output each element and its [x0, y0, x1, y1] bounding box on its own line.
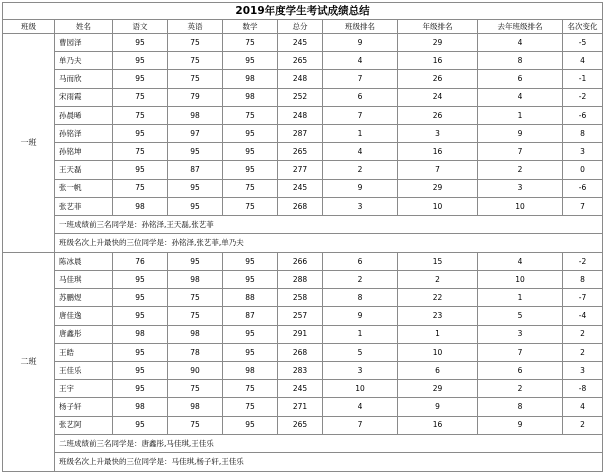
score-cell[interactable]: 75	[168, 34, 223, 52]
score-cell[interactable]: 26	[398, 70, 478, 88]
header-cell[interactable]: 数学	[223, 20, 278, 34]
score-cell[interactable]: 2	[398, 271, 478, 289]
score-cell[interactable]: 3	[323, 197, 398, 215]
score-cell[interactable]: 2	[323, 161, 398, 179]
table-row	[3, 380, 603, 398]
score-cell[interactable]: 8	[478, 52, 563, 70]
score-cell[interactable]: 4	[478, 252, 563, 270]
header-cell[interactable]: 总分	[278, 20, 323, 34]
score-cell[interactable]: 2	[563, 416, 603, 434]
score-cell[interactable]: 29	[398, 380, 478, 398]
score-cell[interactable]: 2	[563, 343, 603, 361]
score-cell[interactable]: 268	[278, 197, 323, 215]
student-name-cell[interactable]: 苏鹏煜	[55, 289, 113, 307]
score-cell[interactable]: -2	[563, 252, 603, 270]
score-cell[interactable]: 9	[323, 179, 398, 197]
student-name-cell[interactable]: 王天磊	[55, 161, 113, 179]
score-cell[interactable]: -5	[563, 34, 603, 52]
student-name-cell[interactable]: 王宇	[55, 380, 113, 398]
table-row	[3, 398, 603, 416]
score-cell[interactable]: 98	[223, 70, 278, 88]
table-row	[3, 197, 603, 215]
score-cell[interactable]: 95	[113, 289, 168, 307]
table-row	[3, 70, 603, 88]
score-cell[interactable]: 3	[323, 362, 398, 380]
student-name-cell[interactable]: 杨子轩	[55, 398, 113, 416]
score-cell[interactable]: 95	[168, 143, 223, 161]
score-cell[interactable]: -1	[563, 70, 603, 88]
student-name-cell[interactable]: 唐鑫彤	[55, 325, 113, 343]
score-cell[interactable]: 3	[478, 325, 563, 343]
student-name-cell[interactable]: 张艺阿	[55, 416, 113, 434]
score-cell[interactable]: 6	[478, 70, 563, 88]
table-row	[3, 34, 603, 52]
score-cell[interactable]: 4	[323, 398, 398, 416]
summary-text[interactable]: 一班成绩前三名同学是：孙铭泽,王天磊,张艺菲	[55, 215, 603, 234]
score-cell[interactable]: 4	[478, 34, 563, 52]
score-cell[interactable]: 5	[323, 343, 398, 361]
score-cell[interactable]: 95	[223, 271, 278, 289]
score-cell[interactable]: 16	[398, 416, 478, 434]
summary-row	[3, 453, 603, 472]
score-cell[interactable]: 98	[168, 398, 223, 416]
header-cell[interactable]: 语文	[113, 20, 168, 34]
table-row	[3, 88, 603, 106]
score-cell[interactable]: 79	[168, 88, 223, 106]
score-cell[interactable]: 245	[278, 179, 323, 197]
student-name-cell[interactable]: 孙铭坤	[55, 143, 113, 161]
score-cell[interactable]: 98	[113, 197, 168, 215]
score-cell[interactable]: -6	[563, 106, 603, 124]
score-cell[interactable]: 258	[278, 289, 323, 307]
score-cell[interactable]: 265	[278, 143, 323, 161]
score-cell[interactable]: -7	[563, 289, 603, 307]
score-cell[interactable]: 22	[398, 289, 478, 307]
score-cell[interactable]: 75	[223, 398, 278, 416]
table-row	[3, 271, 603, 289]
score-cell[interactable]: 3	[563, 143, 603, 161]
score-cell[interactable]: 252	[278, 88, 323, 106]
score-cell[interactable]: 1	[478, 289, 563, 307]
score-cell[interactable]: 26	[398, 106, 478, 124]
score-cell[interactable]: 75	[113, 143, 168, 161]
score-cell[interactable]: 95	[168, 197, 223, 215]
score-cell[interactable]: 95	[223, 252, 278, 270]
table-row	[3, 307, 603, 325]
score-cell[interactable]: 75	[113, 106, 168, 124]
summary-text[interactable]: 班级名次上升最快的三位同学是：马佳琪,杨子轩,王佳乐	[55, 453, 603, 472]
title-row	[3, 3, 603, 20]
score-cell[interactable]: 245	[278, 380, 323, 398]
score-cell[interactable]: 75	[168, 289, 223, 307]
score-cell[interactable]: 7	[478, 343, 563, 361]
score-cell[interactable]: 287	[278, 124, 323, 142]
score-cell[interactable]: 271	[278, 398, 323, 416]
score-cell[interactable]: 265	[278, 52, 323, 70]
score-cell[interactable]: 8	[478, 398, 563, 416]
table-row	[3, 416, 603, 434]
score-cell[interactable]: 6	[323, 88, 398, 106]
score-cell[interactable]: 7	[398, 161, 478, 179]
table-row	[3, 143, 603, 161]
table-row	[3, 252, 603, 270]
score-cell[interactable]: 95	[113, 124, 168, 142]
student-name-cell[interactable]: 孙铭泽	[55, 124, 113, 142]
score-cell[interactable]: 9	[478, 124, 563, 142]
student-name-cell[interactable]: 陈冰晨	[55, 252, 113, 270]
score-cell[interactable]: 95	[113, 52, 168, 70]
score-cell[interactable]: 78	[168, 343, 223, 361]
score-cell[interactable]: 0	[563, 161, 603, 179]
score-cell[interactable]: 7	[478, 143, 563, 161]
class-name-cell[interactable]: 二班	[3, 252, 55, 471]
score-cell[interactable]: 95	[113, 161, 168, 179]
score-cell[interactable]: 95	[223, 52, 278, 70]
score-cell[interactable]: 291	[278, 325, 323, 343]
score-cell[interactable]: 4	[323, 52, 398, 70]
score-cell[interactable]: 4	[563, 398, 603, 416]
score-cell[interactable]: 9	[323, 34, 398, 52]
header-cell[interactable]: 年级排名	[398, 20, 478, 34]
student-name-cell[interactable]: 宋雨霞	[55, 88, 113, 106]
score-cell[interactable]: 268	[278, 343, 323, 361]
student-name-cell[interactable]: 王皓	[55, 343, 113, 361]
table-row	[3, 289, 603, 307]
score-cell[interactable]: 16	[398, 52, 478, 70]
score-cell[interactable]: 87	[223, 307, 278, 325]
score-cell[interactable]: 98	[168, 106, 223, 124]
table-row	[3, 106, 603, 124]
score-cell[interactable]: 288	[278, 271, 323, 289]
score-cell[interactable]: 24	[398, 88, 478, 106]
score-cell[interactable]: 3	[398, 124, 478, 142]
score-cell[interactable]: 76	[113, 252, 168, 270]
summary-row	[3, 434, 603, 453]
table-row	[3, 343, 603, 361]
header-cell[interactable]: 去年班级排名	[478, 20, 563, 34]
score-cell[interactable]: 4	[563, 52, 603, 70]
score-cell[interactable]: 75	[168, 380, 223, 398]
header-cell[interactable]: 名次变化	[563, 20, 603, 34]
score-cell[interactable]: 95	[113, 343, 168, 361]
student-name-cell[interactable]: 马佳琪	[55, 271, 113, 289]
score-cell[interactable]: 6	[478, 362, 563, 380]
score-cell[interactable]: 4	[478, 88, 563, 106]
score-cell[interactable]: 9	[323, 307, 398, 325]
score-cell[interactable]: -8	[563, 380, 603, 398]
score-cell[interactable]: 75	[223, 106, 278, 124]
score-cell[interactable]: -6	[563, 179, 603, 197]
score-cell[interactable]: 95	[223, 143, 278, 161]
score-cell[interactable]: 248	[278, 106, 323, 124]
score-cell[interactable]: 277	[278, 161, 323, 179]
student-name-cell[interactable]: 张艺菲	[55, 197, 113, 215]
table-row	[3, 52, 603, 70]
score-cell[interactable]: 95	[113, 416, 168, 434]
score-cell[interactable]: 75	[223, 179, 278, 197]
score-cell[interactable]: 98	[223, 88, 278, 106]
score-cell[interactable]: 10	[323, 380, 398, 398]
score-cell[interactable]: 75	[223, 380, 278, 398]
score-cell[interactable]: 10	[478, 197, 563, 215]
score-cell[interactable]: 2	[478, 380, 563, 398]
score-cell[interactable]: 15	[398, 252, 478, 270]
score-cell[interactable]: 95	[113, 271, 168, 289]
score-cell[interactable]: 95	[113, 380, 168, 398]
score-sheet	[2, 2, 598, 467]
score-cell[interactable]: 95	[223, 161, 278, 179]
score-cell[interactable]: 75	[168, 70, 223, 88]
score-cell[interactable]: 75	[168, 307, 223, 325]
score-cell[interactable]: 29	[398, 179, 478, 197]
score-cell[interactable]: 6	[323, 252, 398, 270]
score-cell[interactable]: 266	[278, 252, 323, 270]
score-cell[interactable]: 1	[323, 124, 398, 142]
score-cell[interactable]: 98	[113, 325, 168, 343]
score-cell[interactable]: 95	[223, 343, 278, 361]
score-cell[interactable]: 10	[478, 271, 563, 289]
score-cell[interactable]: 95	[113, 362, 168, 380]
summary-row	[3, 215, 603, 234]
score-cell[interactable]: 7	[323, 416, 398, 434]
score-cell[interactable]: 2	[563, 325, 603, 343]
score-cell[interactable]: 4	[323, 143, 398, 161]
score-cell[interactable]: 10	[398, 197, 478, 215]
score-cell[interactable]: 95	[113, 70, 168, 88]
score-cell[interactable]: 248	[278, 70, 323, 88]
score-cell[interactable]: 95	[113, 307, 168, 325]
score-cell[interactable]: 75	[223, 197, 278, 215]
student-name-cell[interactable]: 唐佳逸	[55, 307, 113, 325]
header-cell[interactable]: 姓名	[55, 20, 113, 34]
score-cell[interactable]: 95	[168, 179, 223, 197]
score-cell[interactable]: 98	[223, 362, 278, 380]
score-cell[interactable]: -2	[563, 88, 603, 106]
score-cell[interactable]: -4	[563, 307, 603, 325]
score-cell[interactable]: 75	[113, 88, 168, 106]
score-cell[interactable]: 3	[478, 179, 563, 197]
score-cell[interactable]: 8	[323, 289, 398, 307]
score-cell[interactable]: 95	[223, 124, 278, 142]
score-cell[interactable]: 95	[113, 34, 168, 52]
student-name-cell[interactable]: 马而欣	[55, 70, 113, 88]
score-cell[interactable]: 75	[168, 52, 223, 70]
table-row	[3, 179, 603, 197]
student-name-cell[interactable]: 张一帆	[55, 179, 113, 197]
summary-text[interactable]: 班级名次上升最快的三位同学是：孙铭泽,张艺菲,单乃夫	[55, 234, 603, 253]
score-cell[interactable]: 257	[278, 307, 323, 325]
score-cell[interactable]: 245	[278, 34, 323, 52]
score-cell[interactable]: 16	[398, 143, 478, 161]
score-cell[interactable]: 98	[113, 398, 168, 416]
score-cell[interactable]: 9	[478, 416, 563, 434]
score-cell[interactable]: 10	[398, 343, 478, 361]
table-row	[3, 362, 603, 380]
header-row	[3, 20, 603, 34]
score-cell[interactable]: 90	[168, 362, 223, 380]
score-cell[interactable]: 9	[398, 398, 478, 416]
sheet-title: 2019年度学生考试成绩总结	[3, 3, 603, 20]
score-cell[interactable]: 2	[478, 161, 563, 179]
table-row	[3, 124, 603, 142]
score-cell[interactable]: 88	[223, 289, 278, 307]
score-cell[interactable]: 1	[478, 106, 563, 124]
table-row	[3, 161, 603, 179]
score-cell[interactable]: 8	[563, 124, 603, 142]
score-cell[interactable]: 75	[113, 179, 168, 197]
score-cell[interactable]: 1	[323, 325, 398, 343]
score-cell[interactable]: 97	[168, 124, 223, 142]
header-cell[interactable]: 班级排名	[323, 20, 398, 34]
score-cell[interactable]: 3	[563, 362, 603, 380]
score-cell[interactable]: 98	[168, 325, 223, 343]
score-cell[interactable]: 8	[563, 271, 603, 289]
score-cell[interactable]: 1	[398, 325, 478, 343]
score-cell[interactable]: 265	[278, 416, 323, 434]
score-cell[interactable]: 23	[398, 307, 478, 325]
score-cell[interactable]: 75	[168, 416, 223, 434]
score-cell[interactable]: 5	[478, 307, 563, 325]
student-name-cell[interactable]: 孙晨晞	[55, 106, 113, 124]
score-cell[interactable]: 95	[223, 325, 278, 343]
class-name-cell[interactable]: 一班	[3, 34, 55, 253]
summary-text[interactable]: 二班成绩前三名同学是：唐鑫彤,马佳琪,王佳乐	[55, 434, 603, 453]
summary-row	[3, 234, 603, 253]
score-cell[interactable]: 7	[323, 70, 398, 88]
score-cell[interactable]: 95	[223, 416, 278, 434]
table-row	[3, 325, 603, 343]
score-cell[interactable]: 7	[563, 197, 603, 215]
score-cell[interactable]: 283	[278, 362, 323, 380]
header-cell[interactable]: 英语	[168, 20, 223, 34]
score-cell[interactable]: 29	[398, 34, 478, 52]
score-cell[interactable]: 6	[398, 362, 478, 380]
student-name-cell[interactable]: 王佳乐	[55, 362, 113, 380]
score-table	[2, 2, 603, 472]
student-name-cell[interactable]: 曹园泽	[55, 34, 113, 52]
score-cell[interactable]: 87	[168, 161, 223, 179]
header-cell[interactable]: 班级	[3, 20, 55, 34]
score-cell[interactable]: 2	[323, 271, 398, 289]
score-cell[interactable]: 98	[168, 271, 223, 289]
student-name-cell[interactable]: 单乃夫	[55, 52, 113, 70]
score-cell[interactable]: 75	[223, 34, 278, 52]
score-cell[interactable]: 7	[323, 106, 398, 124]
score-cell[interactable]: 95	[168, 252, 223, 270]
